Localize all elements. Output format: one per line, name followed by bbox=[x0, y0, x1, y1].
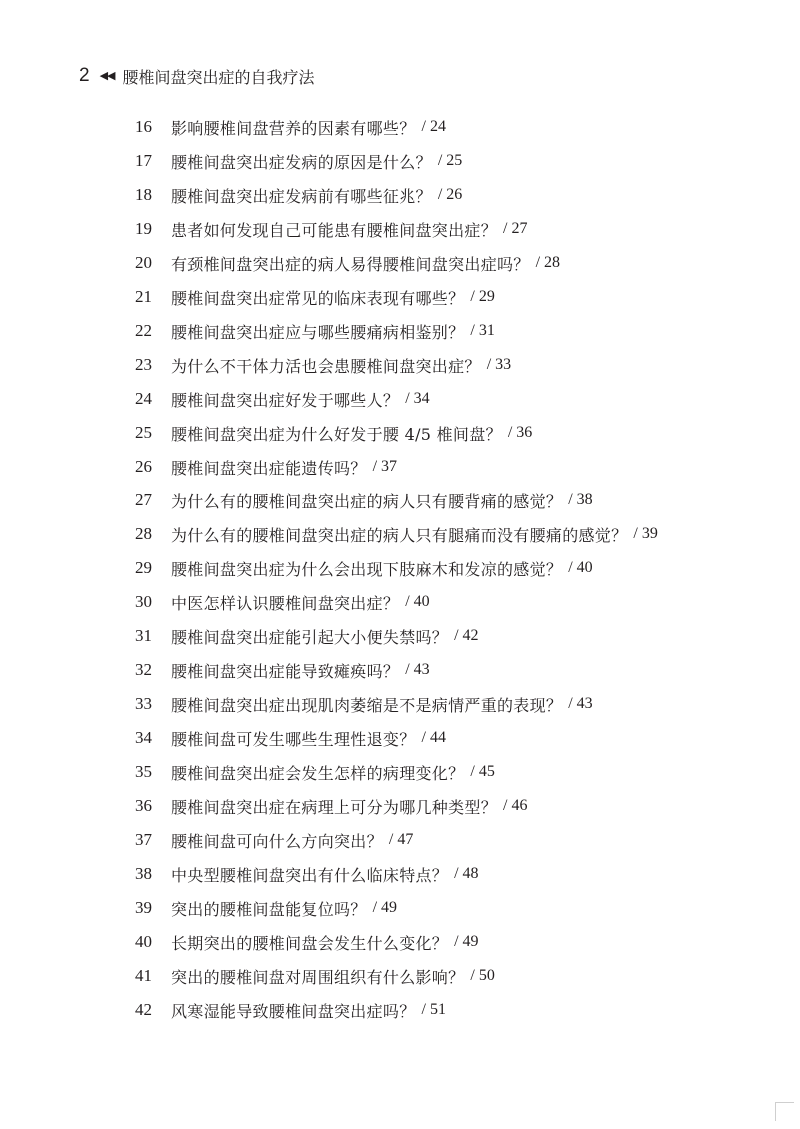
toc-entry-page: / 49 bbox=[454, 933, 479, 950]
toc-entry-title: 腰椎间盘突出症能导致瘫痪吗？ bbox=[171, 661, 400, 681]
toc-entry[interactable] bbox=[135, 352, 511, 378]
toc-entry[interactable] bbox=[135, 589, 430, 615]
toc-entry[interactable] bbox=[135, 454, 397, 480]
toc-entry-number: 28 bbox=[135, 524, 152, 543]
toc-entry-title: 为什么有的腰椎间盘突出症的病人只有腰背痛的感觉？ bbox=[171, 491, 563, 511]
toc-entry-title: 为什么不干体力活也会患腰椎间盘突出症？ bbox=[171, 356, 481, 376]
toc-entry-title: 有颈椎间盘突出症的病人易得腰椎间盘突出症吗？ bbox=[171, 254, 530, 274]
toc-entry-number: 38 bbox=[135, 864, 152, 883]
toc-entry-page: / 44 bbox=[421, 729, 446, 746]
toc-entry-title: 腰椎间盘突出症发病的原因是什么？ bbox=[171, 152, 432, 172]
toc-entry[interactable] bbox=[135, 487, 593, 513]
toc-entry-page: / 37 bbox=[372, 458, 398, 475]
toc-entry-title: 患者如何发现自己可能患有腰椎间盘突出症？ bbox=[171, 220, 498, 240]
toc-entry-title: 突出的腰椎间盘能复位吗？ bbox=[171, 899, 367, 919]
toc-entry-page: / 36 bbox=[507, 424, 533, 441]
toc-entry-page: / 50 bbox=[470, 967, 495, 984]
toc-entry[interactable] bbox=[135, 318, 495, 344]
toc-entry-page: / 26 bbox=[437, 186, 463, 203]
toc-entry-title: 腰椎间盘可向什么方向突出？ bbox=[171, 831, 383, 851]
toc-entry-page: / 46 bbox=[503, 797, 528, 814]
toc-entry[interactable] bbox=[135, 250, 560, 276]
toc-entry-page: / 43 bbox=[568, 695, 593, 712]
toc-entry-number: 40 bbox=[135, 932, 152, 951]
toc-entry-number: 30 bbox=[135, 592, 152, 611]
toc-entry-number: 31 bbox=[135, 626, 152, 645]
toc-entry-title: 突出的腰椎间盘对周围组织有什么影响？ bbox=[171, 967, 465, 987]
toc-entry[interactable] bbox=[135, 997, 446, 1023]
toc-entry-number: 21 bbox=[135, 287, 152, 306]
toc-entry-title: 腰椎间盘突出症发病前有哪些征兆？ bbox=[171, 186, 432, 206]
toc-entry-number: 17 bbox=[135, 151, 152, 170]
toc-entry[interactable] bbox=[135, 725, 446, 751]
toc-entry-number: 26 bbox=[135, 457, 152, 476]
toc-entry-page: / 39 bbox=[633, 525, 658, 542]
toc-entry-page: / 28 bbox=[535, 254, 561, 271]
toc-entry-number: 36 bbox=[135, 796, 152, 815]
toc-entry[interactable] bbox=[135, 420, 532, 446]
toc-entry-title: 风寒湿能导致腰椎间盘突出症吗？ bbox=[171, 1001, 416, 1021]
toc-entry[interactable] bbox=[135, 759, 495, 785]
toc-entry-title: 腰椎间盘突出症为什么好发于腰 4/5 椎间盘？ bbox=[171, 424, 502, 444]
toc-entry-title: 腰椎间盘突出症出现肌肉萎缩是不是病情严重的表现？ bbox=[171, 695, 563, 715]
toc-entry-page: / 40 bbox=[568, 559, 593, 576]
toc-entry[interactable] bbox=[135, 623, 479, 649]
toc-entry[interactable] bbox=[135, 521, 658, 547]
double-arrow-left-icon: ◀◀ bbox=[99, 68, 115, 82]
toc-entry[interactable] bbox=[135, 861, 479, 887]
toc-entry-page: / 25 bbox=[437, 152, 463, 169]
toc-entry-number: 37 bbox=[135, 830, 152, 849]
book-title: 腰椎间盘突出症的自我疗法 bbox=[122, 67, 315, 87]
toc-entry-number: 18 bbox=[135, 185, 152, 204]
toc-entry-page: / 47 bbox=[388, 831, 414, 848]
toc-entry-number: 39 bbox=[135, 898, 152, 917]
toc-entry[interactable] bbox=[135, 148, 462, 174]
toc-entry-title: 影响腰椎间盘营养的因素有哪些？ bbox=[171, 118, 416, 138]
toc-entry-number: 24 bbox=[135, 389, 152, 408]
toc-entry[interactable] bbox=[135, 386, 430, 412]
toc-entry[interactable] bbox=[135, 793, 527, 819]
corner-crop-mark bbox=[775, 1102, 794, 1121]
toc-entry[interactable] bbox=[135, 216, 527, 242]
toc-entry-page: / 51 bbox=[421, 1001, 446, 1018]
toc-entry-page: / 49 bbox=[372, 899, 398, 916]
toc-entry-page: / 34 bbox=[405, 390, 430, 407]
toc-entry-title: 腰椎间盘突出症应与哪些腰痛病相鉴别？ bbox=[171, 322, 465, 342]
toc-entry-number: 20 bbox=[135, 253, 152, 272]
toc-entry-page: / 42 bbox=[454, 627, 479, 644]
toc-entry-number: 34 bbox=[135, 728, 152, 747]
toc-entry-title: 为什么有的腰椎间盘突出症的病人只有腿痛而没有腰痛的感觉？ bbox=[171, 525, 628, 545]
toc-entry-page: / 45 bbox=[470, 763, 495, 780]
toc-entry-title: 腰椎间盘可发生哪些生理性退变？ bbox=[171, 729, 416, 749]
toc-entry-number: 41 bbox=[135, 966, 152, 985]
toc-entry[interactable] bbox=[135, 895, 397, 921]
toc-entry-title: 腰椎间盘突出症为什么会出现下肢麻木和发凉的感觉？ bbox=[171, 559, 563, 579]
toc-entry-title: 中央型腰椎间盘突出有什么临床特点？ bbox=[171, 865, 449, 885]
toc-entry[interactable] bbox=[135, 691, 593, 717]
toc-entry[interactable] bbox=[135, 827, 413, 853]
toc-entry-number: 33 bbox=[135, 694, 152, 713]
toc-entry-page: / 31 bbox=[470, 322, 495, 339]
toc-entry-page: / 27 bbox=[503, 220, 528, 237]
toc-entry[interactable] bbox=[135, 182, 462, 208]
toc-entry-page: / 48 bbox=[454, 865, 479, 882]
toc-entry-page: / 24 bbox=[421, 118, 446, 135]
toc-entry-number: 32 bbox=[135, 660, 152, 679]
toc-entry-title: 腰椎间盘突出症好发于哪些人？ bbox=[171, 390, 400, 410]
toc-entry-title: 腰椎间盘突出症在病理上可分为哪几种类型？ bbox=[171, 797, 498, 817]
toc-entry-page: / 43 bbox=[405, 661, 430, 678]
toc-entry-page: / 40 bbox=[405, 593, 430, 610]
toc-entry-title: 腰椎间盘突出症能遗传吗？ bbox=[171, 458, 367, 478]
toc-entry-number: 19 bbox=[135, 219, 152, 238]
toc-entry-number: 22 bbox=[135, 321, 152, 340]
toc-entry-number: 27 bbox=[135, 490, 152, 509]
toc-entry-number: 35 bbox=[135, 762, 152, 781]
toc-entry-number: 42 bbox=[135, 1000, 152, 1019]
toc-entry[interactable] bbox=[135, 114, 446, 140]
toc-entry[interactable] bbox=[135, 963, 495, 989]
toc-entry-title: 中医怎样认识腰椎间盘突出症？ bbox=[171, 593, 400, 613]
toc-entry-page: / 38 bbox=[568, 491, 593, 508]
toc-entry[interactable] bbox=[135, 555, 593, 581]
toc-entry-title: 长期突出的腰椎间盘会发生什么变化？ bbox=[171, 933, 449, 953]
toc-entry-title: 腰椎间盘突出症能引起大小便失禁吗？ bbox=[171, 627, 449, 647]
toc-entry[interactable] bbox=[135, 657, 430, 683]
page-number: 2 bbox=[79, 65, 90, 86]
toc-entry-number: 29 bbox=[135, 558, 152, 577]
toc-entry-page: / 33 bbox=[486, 356, 512, 373]
toc-entry-title: 腰椎间盘突出症常见的临床表现有哪些？ bbox=[171, 288, 465, 308]
toc-entry-number: 16 bbox=[135, 117, 152, 136]
toc-entry-page: / 29 bbox=[470, 288, 495, 305]
toc-entry[interactable] bbox=[135, 284, 495, 310]
toc-entry-number: 25 bbox=[135, 423, 152, 442]
toc-entry[interactable] bbox=[135, 929, 479, 955]
toc-entry-title: 腰椎间盘突出症会发生怎样的病理变化？ bbox=[171, 763, 465, 783]
toc-entry-number: 23 bbox=[135, 355, 152, 374]
